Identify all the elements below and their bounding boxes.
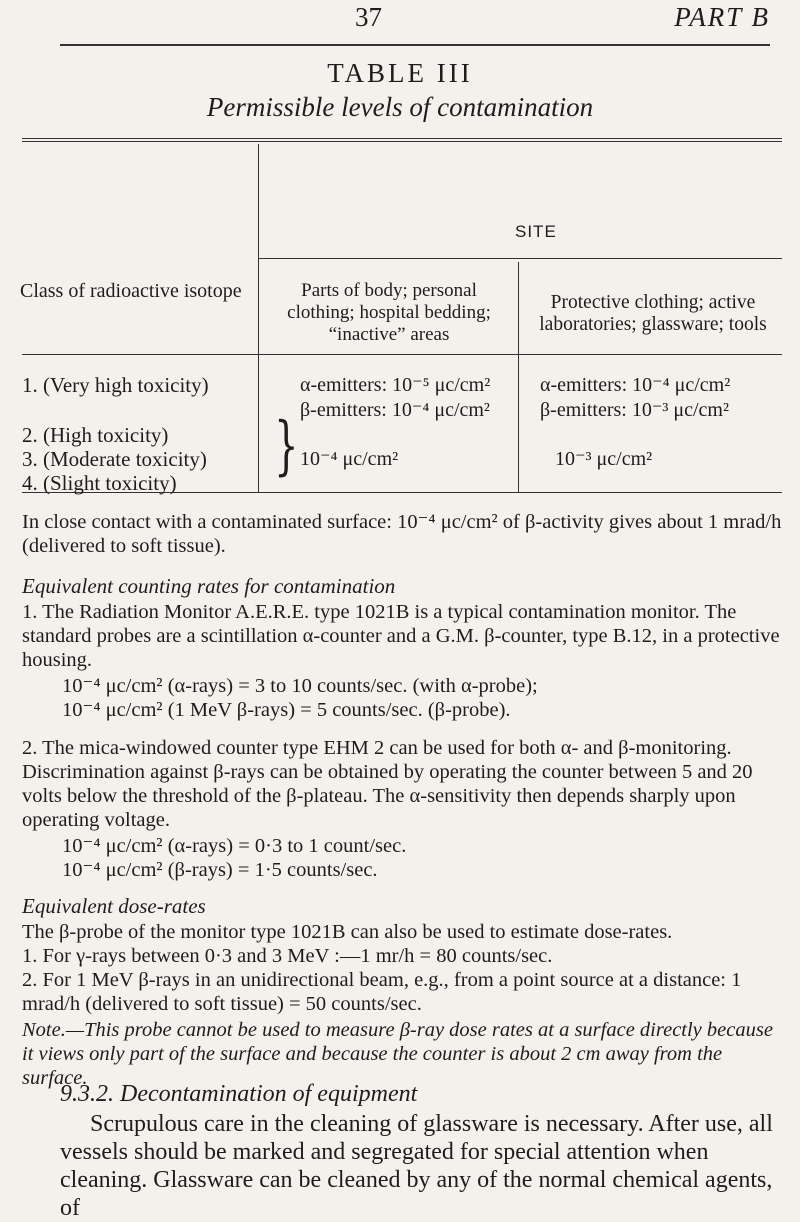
decontamination-paragraph: Scrupulous care in the cleaning of glassware is necessary. After use, all vessels should be marked and segregated for special attention when cleaning. Glassware can be cleaned by any of the normal chemical agents, of	[60, 1111, 773, 1221]
beta-probe-rate: 10⁻⁴ μc/cm² (1 MeV β-rays) = 5 counts/sec. (β-probe).	[62, 699, 511, 721]
row-class-3: 3. (Moderate toxicity)	[22, 447, 207, 471]
page-number: 37	[355, 2, 382, 32]
protective-alpha-limit: α-emitters: 10⁻⁴ μc/cm²	[540, 374, 731, 396]
row-class-2: 2. (High toxicity)	[22, 423, 169, 447]
body-other-limit: 10⁻⁴ μc/cm²	[300, 448, 399, 470]
header-rule	[60, 44, 770, 46]
dose-rates-intro: The β-probe of the monitor type 1021B can also be used to estimate dose-rates.	[22, 921, 673, 943]
class-column-header: Class of radioactive isotope	[20, 280, 242, 302]
monitor-paragraph: 1. The Radiation Monitor A.E.R.E. type 1021B is a typical contamination monitor. The standard probes are a scintillation α-counter and a G.M. β-counter, type B.12, in a protective housing.	[22, 601, 780, 671]
mica-alpha-rate: 10⁻⁴ μc/cm² (α-rays) = 0·3 to 1 count/sec.	[62, 835, 407, 857]
body-column-header: Parts of body; personal clothing; hospital bedding; “inactive” areas	[287, 280, 491, 345]
mica-counter-paragraph: 2. The mica-windowed counter type EHM 2 can be used for both α- and β-monitoring. Discrimination against β-rays can be obtained by operating the counter between 5 and 20 volts below the threshold of the β-plateau. The α-sensitivity then depends sharply upon operating voltage.	[22, 737, 753, 831]
row-class-1: 1. (Very high toxicity)	[22, 373, 209, 397]
header-bottom-rule	[22, 354, 782, 355]
mica-beta-rate: 10⁻⁴ μc/cm² (β-rays) = 1·5 counts/sec.	[62, 859, 378, 881]
protective-beta-limit: β-emitters: 10⁻³ μc/cm²	[540, 399, 729, 421]
beta-dose-rate: 2. For 1 MeV β-rays in an unidirectional beam, e.g., from a point source at a distance: 1 mrad/h (delivered to soft tissue) = 50 counts/sec.	[22, 969, 742, 1015]
body-alpha-limit: α-emitters: 10⁻⁵ μc/cm²	[300, 374, 491, 396]
column-divider-1	[258, 144, 259, 492]
site-header: SITE	[515, 222, 557, 241]
body-beta-limit: β-emitters: 10⁻⁴ μc/cm²	[300, 399, 490, 421]
gamma-dose-rate: 1. For γ-rays between 0·3 and 3 MeV :—1 mr/h = 80 counts/sec.	[22, 945, 553, 967]
table-subtitle: Permissible levels of contamination	[206, 92, 594, 122]
part-label: PART B	[674, 2, 770, 32]
table-top-rule-2	[22, 141, 782, 142]
protective-other-limit: 10⁻³ μc/cm²	[555, 448, 653, 470]
column-divider-2	[518, 262, 519, 492]
row-class-4: 4. (Slight toxicity)	[22, 471, 177, 495]
table-top-rule	[22, 138, 782, 139]
note-paragraph: Note.—This probe cannot be used to measure β-ray dose rates at a surface directly because it views only part of the surface and because the counter is about 2 cm away from the surface.	[22, 1019, 773, 1089]
table-title: TABLE III	[327, 58, 473, 88]
site-rule	[258, 258, 782, 259]
decontamination-heading: 9.3.2. Decontamination of equipment	[60, 1081, 418, 1107]
dose-rates-heading: Equivalent dose-rates	[22, 894, 206, 918]
brace-icon: }	[274, 409, 299, 483]
alpha-probe-rate: 10⁻⁴ μc/cm² (α-rays) = 3 to 10 counts/sec. (with α-probe);	[62, 675, 538, 697]
close-contact-paragraph: In close contact with a contaminated surface: 10⁻⁴ μc/cm² of β-activity gives about 1 mrad/h (delivered to soft tissue).	[22, 511, 782, 557]
protective-column-header: Protective clothing; active laboratories; glassware; tools	[539, 292, 767, 335]
counting-rates-heading: Equivalent counting rates for contamination	[22, 574, 396, 598]
